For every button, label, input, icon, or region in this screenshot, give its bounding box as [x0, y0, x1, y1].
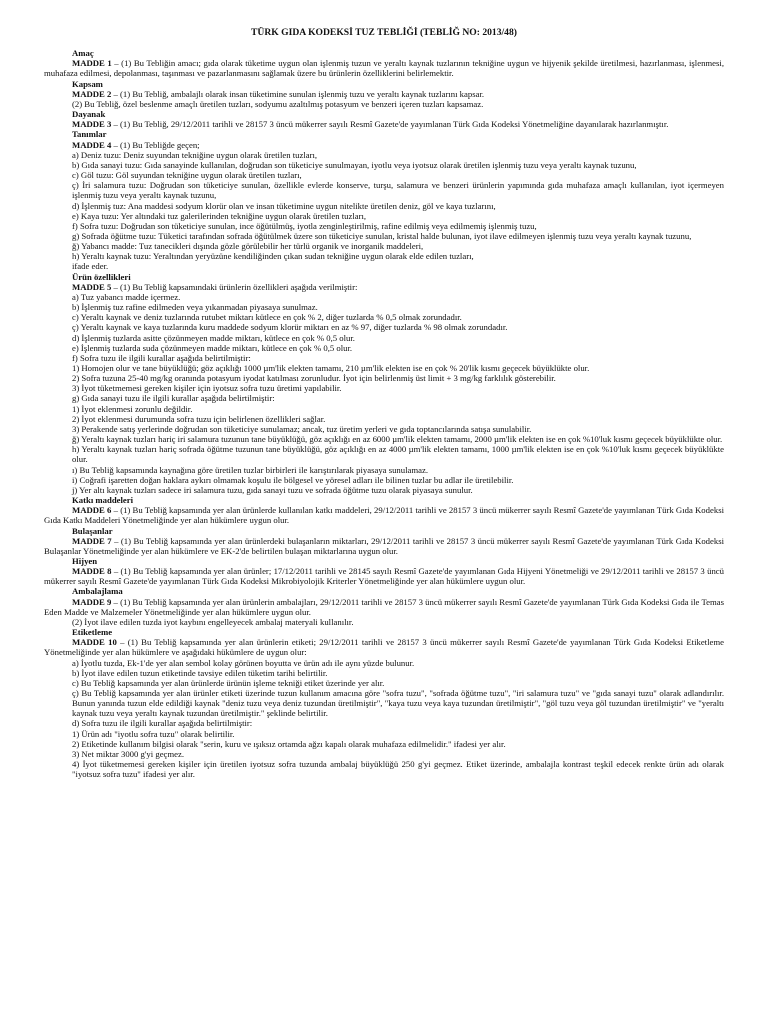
article-paragraph: [44, 58, 724, 78]
list-item: e) Kaya tuzu: Yer altındaki tuz galerilerinden tekniğine uygun olarak üretilen tuzları,: [72, 210, 367, 221]
article-label: MADDE 7: [72, 535, 112, 546]
list-item: j) Yer altı kaynak tuzları sadece iri salamura tuzu, gıda sanayi tuzu ve sofrada öğütme tuzu olarak piyasaya sunulur.: [72, 484, 473, 495]
list-item: d) İşlenmiş tuzlarda asitte çözünmeyen madde miktarı, kütlece en çok % 0,5 olur.: [72, 332, 355, 343]
article-label: MADDE 9: [72, 596, 112, 607]
list-item: 3) Net miktar 3000 g'yi geçmez.: [72, 748, 185, 759]
article-paragraph: [44, 505, 724, 525]
article-paragraph: [44, 597, 724, 617]
section-heading: Ambalajlama: [72, 586, 123, 597]
list-item: g) Gıda sanayi tuzu ile ilgili kurallar aşağıda belirtilmiştir:: [72, 393, 275, 404]
list-item: ifade eder.: [72, 261, 109, 272]
list-item: ğ) Yabancı madde: Tuz tanecikleri dışında gözle görülebilir her türlü organik ve inorganik maddeleri,: [72, 241, 424, 252]
list-item: d) İşlenmiş tuz: Ana maddesi sodyum klorür olan ve insan tüketimine uygun nitelikte üretilen deniz, göl ve kaya tuzlarını,: [72, 200, 496, 211]
list-item: 4) İyot tüketmemesi gereken kişiler için üretilen iyotsuz sofra tuzunda ambalaj büyüklüğü 250 g'yi geçmez. Etiket üzerinde, ambalajla kontrast teşkil edecek renkte ürün adı olarak "iyotsuz sofra tuzu" ifadesi yer alır.: [72, 759, 724, 780]
article-paragraph: [44, 536, 724, 556]
article-text: – (1) Bu Tebliğ kapsamında yer alan ürünlerin etiketi; 29/12/2011 tarihli ve 28157 3 üncü mükerrer sayılı Resmî Gazete'de yayımlanan Türk Gıda Kodeksi Etiketleme Yönetmeliğinde yer alan hükümlere ve aşağıdaki hükümlere de uygun olur:: [44, 637, 724, 658]
list-item: c) Bu Tebliğ kapsamında yer alan ürünlerde ürünün işleme tekniği etiket üzerinde yer alır.: [72, 677, 385, 688]
article-label: MADDE 4: [72, 139, 112, 150]
list-item: a) İyotlu tuzda, Ek-1'de yer alan sembol kolay görünen boyutta ve ürün adı ile aynı yüzde bulunur.: [72, 657, 415, 668]
list-item: ğ) Yeraltı kaynak tuzları hariç iri salamura tuzunun tane büyüklüğü, göz açıklığı en az 6000 µm'lik elekten tamamı, 2000 µm'lik elekten ise en çok %10'luk kısmı geçecek büyüklükte olur.: [72, 434, 723, 445]
list-item: a) Deniz tuzu: Deniz suyundan tekniğine uygun olarak üretilen tuzları,: [72, 149, 318, 160]
article-label: MADDE 1: [72, 58, 112, 69]
list-item: h) Yeraltı kaynak tuzu: Yeraltından yeryüzüne kendiliğinden çıkan sudan tekniğine uygun olarak elde edilen tuzları,: [72, 251, 474, 262]
list-item: b) İyot ilave edilen tuzun etiketinde tavsiye edilen tüketim tarihi belirtilir.: [72, 667, 328, 678]
list-item: b) Gıda sanayi tuzu: Gıda sanayinde kullanılan, doğrudan son tüketiciye sunulmayan, iyotlu veya iyotsuz olarak üretilen işlenmiş tuzu veya yeraltı kaynak tuzunu,: [72, 159, 637, 170]
article-text: – (1) Bu Tebliğ kapsamında yer alan ürünlerin ambalajları, 29/12/2011 tarihli ve 28157 3 üncü mükerrer sayılı Resmî Gazete'de yayımlanan Türk Gıda Kodeksi Gıda ile Temas Eden Madde ve Malzemeler Yönetmeliğinde yer alan hükümlere uygun olur.: [44, 596, 724, 617]
article-label: MADDE 6: [72, 505, 112, 516]
section-heading: Katkı maddeleri: [72, 495, 134, 506]
list-item: c) Yeraltı kaynak ve deniz tuzlarında rutubet miktarı kütlece en çok % 2, diğer tuzlarda % 0,5 olmak zorundadır.: [72, 312, 462, 323]
section-heading: Dayanak: [72, 109, 106, 120]
section-heading: Tanımlar: [72, 129, 107, 140]
list-item: 1) Homojen olur ve tane büyüklüğü; göz açıklığı 1000 µm'lik elekten tamamı, 210 µm'lik elekten ise en çok % 20'lik kısmı geçecek büyüklükte olur.: [72, 363, 590, 373]
section-heading: Etiketleme: [72, 627, 113, 638]
article-text: – (1) Bu Tebliğ kapsamındaki ürünlerin özellikleri aşağıda verilmiştir:: [111, 281, 358, 292]
section-heading: Kapsam: [72, 78, 103, 89]
article-text: – (1) Bu Tebliğ, 29/12/2011 tarihli ve 28157 3 üncü mükerrer sayılı Resmî Gazete'de yayımlanan Türk Gıda Kodeksi Yönetmeliğine dayanılarak hazırlanmıştır.: [111, 119, 669, 130]
section-heading: Hijyen: [72, 555, 98, 566]
list-item: (2) Bu Tebliğ, özel beslenme amaçlı üretilen tuzları, sodyumu azaltılmış potasyum ve benzeri içeren tuzları kapsamaz.: [72, 98, 484, 109]
list-item: (2) İyot ilave edilen tuzda iyot kaybını engelleyecek ambalaj materyali kullanılır.: [72, 616, 354, 627]
article-paragraph: [44, 89, 724, 99]
list-item: f) Sofra tuzu: Doğrudan son tüketiciye sunulan, ince öğütülmüş, iyotla zenginleştirilmiş, rafine edilmiş veya edilmemiş işlenmiş tuzu,: [72, 220, 537, 231]
list-item: 2) Sofra tuzuna 25-40 mg/kg oranında potasyum iyodat katılması zorunludur. İyot için belirlenmiş üst limit + 3 mg/kg farklılık gösterebilir.: [72, 373, 556, 384]
article-paragraph: [44, 637, 724, 657]
section-heading: Amaç: [72, 48, 94, 59]
article-paragraph: [44, 566, 724, 586]
article-label: MADDE 3: [72, 119, 112, 130]
list-item: 3) İyot tüketmemesi gereken kişiler için iyotsuz sofra tuzu üretimi yapılabilir.: [72, 383, 342, 394]
list-item: 2) İyot eklenmesi durumunda sofra tuzu için belirlenen özellikleri sağlar.: [72, 413, 326, 424]
article-label: MADDE 5: [72, 281, 112, 292]
list-item: 2) Etiketinde kullanım bilgisi olarak "serin, kuru ve ışıksız ortamda ağzı kapalı olarak muhafaza edilmelidir." ifadesi yer alır.: [72, 738, 506, 749]
list-item: ç) Bu Tebliğ kapsamında yer alan ürünler etiketi üzerinde tuzun kullanım amacına göre "sofra tuzu", "sofrada öğütme tuzu", "iri salamura tuzu" ve "gıda sanayi tuzu" olarak adlandırılır. Bunun yanında tuzun elde edildiği kaynak "deniz tuzu veya deniz tuzundan üretilmiştir", "kaya tuzu veya kaya tuzundan üretilmiştir", "göl tuzu veya göl tuzundan üretilmiştir" ve "yeraltı kaynak tuzu veya yeraltı kaynak tuzundan üretilmiştir." şeklinde belirtilir.: [72, 688, 724, 719]
article-text: – (1) Bu Tebliğ, ambalajlı olarak insan tüketimine sunulan işlenmiş tuzu ve yeraltı kaynak tuzlarını kapsar.: [111, 88, 485, 99]
article-label: MADDE 10: [72, 637, 117, 648]
list-item: a) Tuz yabancı madde içermez.: [72, 291, 181, 302]
document-page: [44, 28, 724, 779]
list-item: 1) Ürün adı "iyotlu sofra tuzu" olarak belirtilir.: [72, 728, 235, 739]
article-text: – (1) Bu Tebliğ kapsamında yer alan ürünlerdeki bulaşanların miktarları, 29/12/2011 tarihli ve 28157 3 üncü mükerrer sayılı Resmî Gazete'de yayımlanan Türk Gıda Kodeksi Bulaşanlar Yönetmeliğinde yer alan hükümlere ve EK-2'de belirtilen bulaşan miktarlarına uygun olur.: [44, 535, 724, 556]
list-item: c) Göl tuzu: Göl suyundan tekniğine uygun olarak üretilen tuzları,: [72, 170, 302, 181]
article-paragraph: [44, 140, 724, 150]
article-label: MADDE 8: [72, 566, 112, 577]
section-heading: Ürün özellikleri: [72, 271, 131, 282]
document-body: [44, 48, 724, 779]
article-paragraph: [44, 119, 724, 129]
section-heading: Bulaşanlar: [72, 525, 113, 536]
article-text: – (1) Bu Tebliğ kapsamında yer alan ürünler; 17/12/2011 tarihli ve 28145 sayılı Resmî Gazete'de yayımlanan Gıda Hijyeni Yönetmeliği ve 29/12/2011 tarihli ve 28157 3 üncü mükerrer sayılı Resmî Gazete'de yayımlanan Türk Gıda Kodeksi Mikrobiyolojik Kriterler Yönetmeliğinde yer alan hükümlere uygun olur.: [44, 566, 724, 587]
list-item: b) İşlenmiş tuz rafine edilmeden veya yıkanmadan piyasaya sunulmaz.: [72, 302, 318, 313]
list-item: f) Sofra tuzu ile ilgili kurallar aşağıda belirtilmiştir:: [72, 352, 251, 363]
list-item: e) İşlenmiş tuzlarda suda çözünmeyen madde miktarı, kütlece en çok % 0,5 olur.: [72, 342, 353, 353]
document-title: TÜRK GIDA KODEKSİ TUZ TEBLİĞİ (TEBLİĞ NO: 2013/48): [251, 27, 517, 38]
list-item: 1) İyot eklenmesi zorunlu değildir.: [72, 403, 193, 414]
article-text: – (1) Bu Tebliğin amacı; gıda olarak tüketime uygun olan işlenmiş tuzun ve yeraltı kaynak tuzlarının tekniğine uygun ve hijyenik şekilde üretilmesi, hazırlanması, işlenmesi, muhafaza edilmesi, depolanması, taşınması ve pazarlanmasını sağlamak üzere bu ürünlerin özelliklerini belirlemektir.: [44, 58, 724, 79]
list-item: ı) Bu Tebliğ kapsamında kaynağına göre üretilen tuzlar birbirleri ile karıştırılarak piyasaya sunulamaz.: [72, 464, 429, 475]
article-text: – (1) Bu Tebliğ kapsamında yer alan ürünlerde kullanılan katkı maddeleri, 29/12/2011 tarihli ve 28157 3 üncü mükerrer sayılı Resmî Gazete'de yayımlanan Türk Gıda Kodeksi Gıda Katkı Maddeleri Yönetmeliğinde yer alan hükümlere uygun olur.: [44, 505, 724, 526]
list-item: d) Sofra tuzu ile ilgili kurallar aşağıda belirtilmiştir:: [72, 718, 253, 729]
list-item: h) Yeraltı kaynak tuzları hariç sofrada öğütme tuzunun tane büyüklüğü, göz açıklığı en az 4000 µm'lik elekten tamamı, 1000 µm'lik elekten ise en çok %10'luk kısmı geçecek büyüklükte olur.: [72, 444, 724, 465]
article-paragraph: [44, 282, 724, 292]
list-item: 3) Perakende satış yerlerinde doğrudan son tüketiciye sunulamaz; ancak, tuz üretim yerleri ve gıda toptancılarında satışa sunulabilir.: [72, 423, 532, 434]
article-label: MADDE 2: [72, 88, 112, 99]
list-item: ç) Yeraltı kaynak ve kaya tuzlarında kuru maddede sodyum klorür miktarı en az % 97, diğer tuzlarda % 98 olmak zorundadır.: [72, 322, 508, 333]
list-item: g) Sofrada öğütme tuzu: Tüketici tarafından sofrada öğütülmek üzere son tüketiciye sunulan, kristal halde bulunan, iyot ilave edilmeyen işlenmiş tuzu veya yeraltı kaynak tuzunu,: [72, 230, 692, 241]
article-text: – (1) Bu Tebliğde geçen;: [111, 139, 200, 150]
list-item: ç) İri salamura tuzu: Doğrudan son tüketiciye sunulan, özellikle evlerde konserve, turşu, salamura ve benzeri ürünlerin yapımında gıda muhafaza amaçlı kullanılan, iyot içermeyen işlenmiş tuzu veya yeraltı kaynak tuzunu,: [72, 180, 724, 201]
list-item: i) Coğrafi işaretten doğan haklara aykırı olmamak koşulu ile bölgesel ve yöresel adları ile bilinen tuzlar bu adlar ile üretilebilir.: [72, 474, 514, 485]
